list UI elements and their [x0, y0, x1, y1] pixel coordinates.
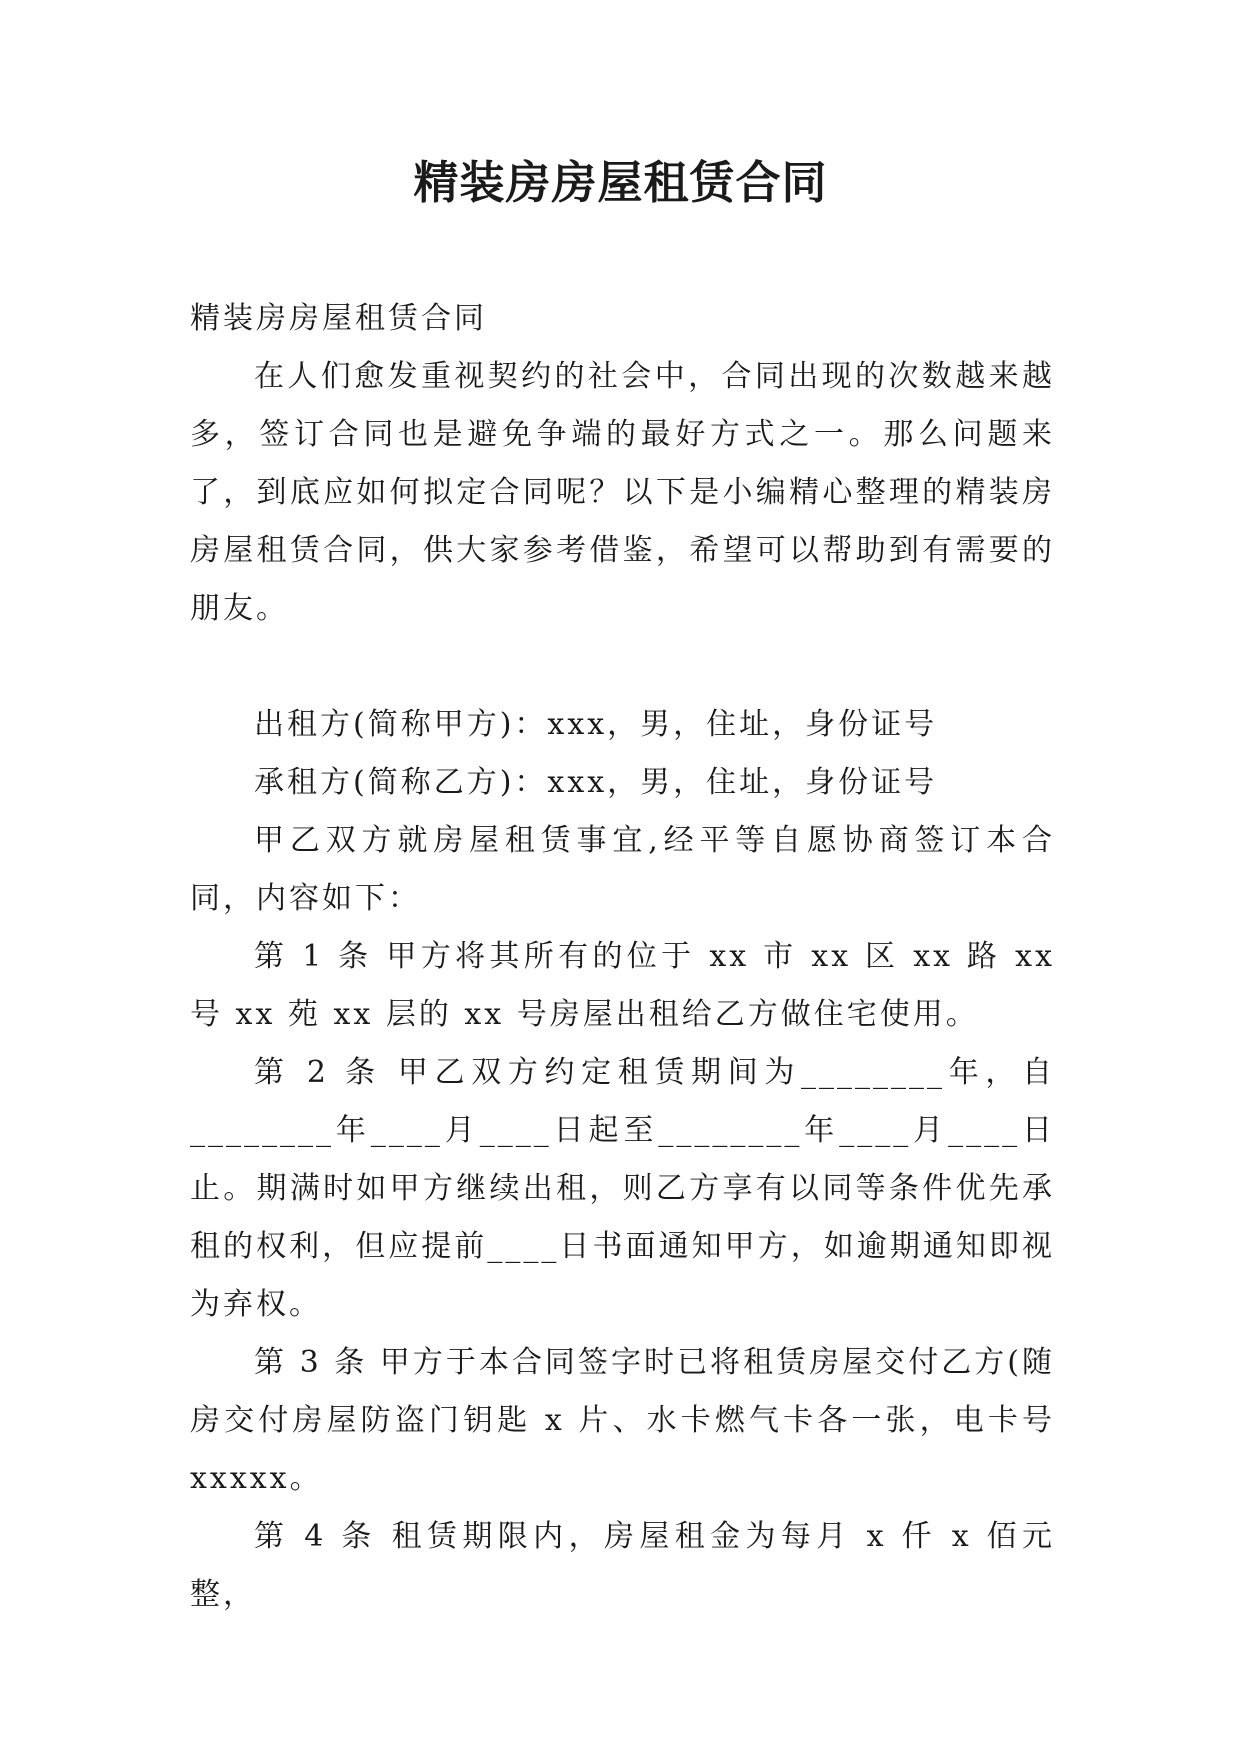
- subtitle: 精装房房屋租赁合同: [190, 301, 487, 336]
- intro-paragraph: 在人们愈发重视契约的社会中，合同出现的次数越来越多，签订合同也是避免争端的最好方式之一。那么问题来了，到底应如何拟定合同呢？以下是小编精心整理的精装房房屋租赁合同，供大家参考借鉴，希望可以帮助到有需要的朋友。: [190, 359, 1055, 626]
- document-title: 精装房房屋租赁合同: [413, 156, 828, 209]
- document-body: [190, 290, 1055, 1624]
- party-a: 出租方(简称甲方)：xxx，男，住址，身份证号: [254, 707, 938, 742]
- article-3: 第 3 条 甲方于本合同签字时已将租赁房屋交付乙方(随房交付房屋防盗门钥匙 x 片、水卡燃气卡各一张，电卡号 xxxxx。: [190, 1345, 1055, 1496]
- article-1: 第 1 条 甲方将其所有的位于 xx 市 xx 区 xx 路 xx 号 xx 苑 xx 层的 xx 号房屋出租给乙方做住宅使用。: [190, 939, 1055, 1032]
- party-b: 承租方(简称乙方)：xxx，男，住址，身份证号: [254, 765, 938, 800]
- article-2: 第 2 条 甲乙双方约定租赁期间为________年，自________年____月____日起至________年____月____日止。期满时如甲方继续出租，则乙方享有以同等条件优先承租的权利，但应提前____日书面通知甲方，如逾期通知即视为弃权。: [190, 1055, 1055, 1322]
- agreement-paragraph: 甲乙双方就房屋租赁事宜,经平等自愿协商签订本合同，内容如下：: [190, 823, 1055, 916]
- paragraph-gap: [190, 638, 1055, 696]
- article-4: 第 4 条 租赁期限内，房屋租金为每月 x 仟 x 佰元整，: [190, 1519, 1055, 1612]
